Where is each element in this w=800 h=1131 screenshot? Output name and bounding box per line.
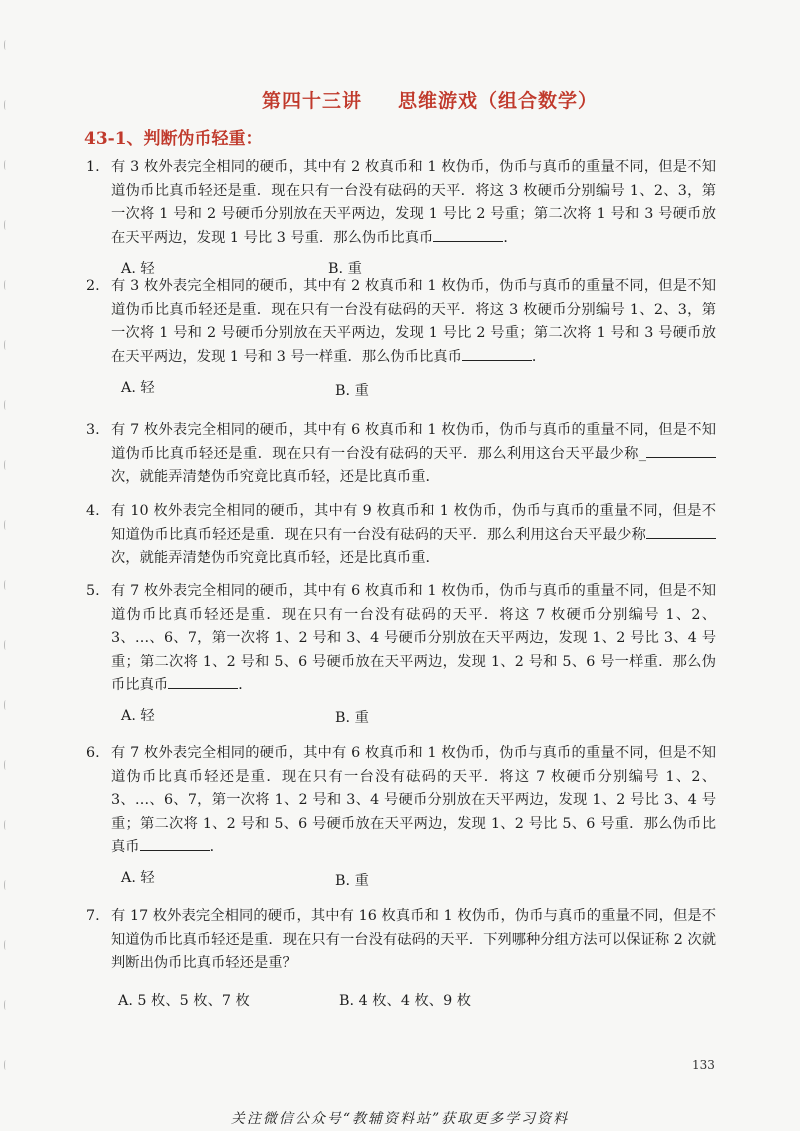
lecture-number: 第四十三讲 (261, 90, 362, 112)
question-3: 3. 有 7 枚外表完全相同的硬币，其中有 6 枚真币和 1 枚伪币，伪币与真币的重量不同，但是不知道伪币比真币轻还是重．现在只有一台没有砝码的天平．那么利用这台天平最少称_次，就能弄清楚伪币究竟比真币轻，还是比真币重． (86, 419, 716, 490)
question-1: 1. 有 3 枚外表完全相同的硬币，其中有 2 枚真币和 1 枚伪币，伪币与真币的重量不同，但是不知道伪币比真币轻还是重．现在只有一台没有砝码的天平．将这 3 枚硬币分别编号 1、2、3，第一次将 1 号和 2 号硬币分别放在天平两边，发现 1 号比 2 号重；第二次将 1 号和 3 号硬币放在天平两边，发现 1 号比 3 号重．那么伪币比真币 ． (86, 156, 716, 250)
answer-blank[interactable] (433, 227, 503, 242)
option-b[interactable]: B. 重 (335, 873, 369, 889)
question-5: 5. 有 7 枚外表完全相同的硬币，其中有 6 枚真币和 1 枚伪币，伪币与真币的重量不同，但是不知道伪币比真币轻还是重．现在只有一台没有砝码的天平．将这 7 枚硬币分别编号 1、2、3、…、6、7，第一次将 1、2 号和 3、4 号硬币分别放在天平两边，发现 1、2 号比 3、4 号重；第二次将 1、2 号和 5、6 号硬币放在天平两边，发现 1、2 号和 5、6 号一样重．那么伪币比真币 ． (86, 580, 716, 698)
section-heading: 43-1、判断伪币轻重： (84, 129, 263, 149)
question-number: 2. (86, 278, 100, 294)
question-text: 有 3 枚外表完全相同的硬币，其中有 2 枚真币和 1 枚伪币，伪币与真币的重量不同，但是不知道伪币比真币轻还是重．现在只有一台没有砝码的天平．将这 3 枚硬币分别编号 1、2、3，第一次将 1 号和 2 号硬币分别放在天平两边，发现 1 号比 2 号重；第二次将 1 号和 3 号硬币放在天平两边，发现 1 号和 3 号一样重．那么伪币比真币 (111, 278, 716, 365)
question-6: 6. 有 7 枚外表完全相同的硬币，其中有 6 枚真币和 1 枚伪币，伪币与真币的重量不同，但是不知道伪币比真币轻还是重．现在只有一台没有砝码的天平．将这 7 枚硬币分别编号 1、2、3、…、6、7，第一次将 1、2 号和 3、4 号硬币分别放在天平两边，发现 1、2 号比 3、4 号重；第二次将 1、2 号和 5、6 号硬币放在天平两边，发现 1、2 号比 5、6 号重．那么伪币比真币 ． (86, 742, 716, 860)
option-a[interactable]: A. 轻 (121, 261, 155, 277)
question-text: 有 7 枚外表完全相同的硬币，其中有 6 枚真币和 1 枚伪币，伪币与真币的重量不同，但是不知道伪币比真币轻还是重．现在只有一台没有砝码的天平．将这 7 枚硬币分别编号 1、2、3、…、6、7，第一次将 1、2 号和 3、4 号硬币分别放在天平两边，发现 1、2 号比 3、4 号重；第二次将 1、2 号和 5、6 号硬币放在天平两边，发现 1、2 号比 5、6 号重．那么伪币比真币 (111, 745, 716, 855)
option-a[interactable]: A. 轻 (121, 870, 155, 886)
footer-watermark: 关注微信公众号“教辅资料站”获取更多学习资料 (230, 1111, 570, 1127)
option-b[interactable]: B. 重 (328, 261, 362, 277)
question-text: 有 10 枚外表完全相同的硬币，其中有 9 枚真币和 1 枚伪币，伪币与真币的重量不同，但是不知道伪币比真币轻还是重．现在只有一台没有砝码的天平．那么利用这台天平最少称 (111, 503, 716, 543)
answer-blank[interactable] (646, 524, 716, 539)
option-b[interactable]: B. 重 (335, 383, 369, 399)
option-b[interactable]: B. 4 枚、4 枚、9 枚 (339, 993, 472, 1009)
option-b[interactable]: B. 重 (335, 710, 369, 726)
question-number: 3. (86, 422, 100, 438)
question-number: 4. (86, 503, 100, 519)
answer-blank[interactable] (168, 674, 238, 689)
question-text: 有 7 枚外表完全相同的硬币，其中有 6 枚真币和 1 枚伪币，伪币与真币的重量不同，但是不知道伪币比真币轻还是重．现在只有一台没有砝码的天平．将这 7 枚硬币分别编号 1、2、3、…、6、7，第一次将 1、2 号和 3、4 号硬币分别放在天平两边，发现 1、2 号比 3、4 号重；第二次将 1、2 号和 5、6 号硬币放在天平两边，发现 1、2 号和 5、6 号一样重．那么伪币比真币 (111, 583, 716, 693)
question-7 (86, 905, 716, 976)
question-4: 4. 有 10 枚外表完全相同的硬币，其中有 9 枚真币和 1 枚伪币，伪币与真币的重量不同，但是不知道伪币比真币轻还是重．现在只有一台没有砝码的天平．那么利用这台天平最少称次，就能弄清楚伪币究竟比真币轻，还是比真币重． (86, 500, 716, 571)
option-a[interactable]: A. 轻 (121, 708, 155, 724)
answer-blank[interactable] (462, 346, 532, 361)
question-text: 有 7 枚外表完全相同的硬币，其中有 6 枚真币和 1 枚伪币，伪币与真币的重量不同，但是不知道伪币比真币轻还是重．现在只有一台没有砝码的天平．那么利用这台天平最少称_ (111, 422, 716, 462)
question-text: 有 17 枚外表完全相同的硬币，其中有 16 枚真币和 1 枚伪币，伪币与真币的重量不同，但是不知道伪币比真币轻还是重．现在只有一台没有砝码的天平．下列哪种分组方法可以保证称 2 次就判断出伪币比真币轻还是重？ (111, 908, 716, 971)
question-number: 1. (86, 159, 100, 175)
answer-blank[interactable] (646, 443, 716, 458)
binding-margin (4, 40, 12, 1100)
question-2: 2. 有 3 枚外表完全相同的硬币，其中有 2 枚真币和 1 枚伪币，伪币与真币的重量不同，但是不知道伪币比真币轻还是重．现在只有一台没有砝码的天平．将这 3 枚硬币分别编号 1、2、3，第一次将 1 号和 2 号硬币分别放在天平两边，发现 1 号比 2 号重；第二次将 1 号和 3 号硬币放在天平两边，发现 1 号和 3 号一样重．那么伪币比真币 ． (86, 275, 716, 369)
page-number: 133 (692, 1058, 715, 1072)
question-number: 5. (86, 583, 100, 599)
question-number: 7. (86, 908, 100, 924)
option-a[interactable]: A. 轻 (121, 380, 155, 396)
option-a[interactable]: A. 5 枚、5 枚、7 枚 (118, 993, 250, 1009)
page-title (0, 86, 800, 113)
lecture-topic: 思维游戏（组合数学） (398, 90, 599, 112)
question-text: 有 3 枚外表完全相同的硬币，其中有 2 枚真币和 1 枚伪币，伪币与真币的重量不同，但是不知道伪币比真币轻还是重．现在只有一台没有砝码的天平．将这 3 枚硬币分别编号 1、2、3，第一次将 1 号和 2 号硬币分别放在天平两边，发现 1 号比 2 号重；第二次将 1 号和 3 号硬币放在天平两边，发现 1 号比 3 号重．那么伪币比真币 (111, 159, 716, 246)
answer-blank[interactable] (140, 836, 210, 851)
question-number: 6. (86, 745, 100, 761)
